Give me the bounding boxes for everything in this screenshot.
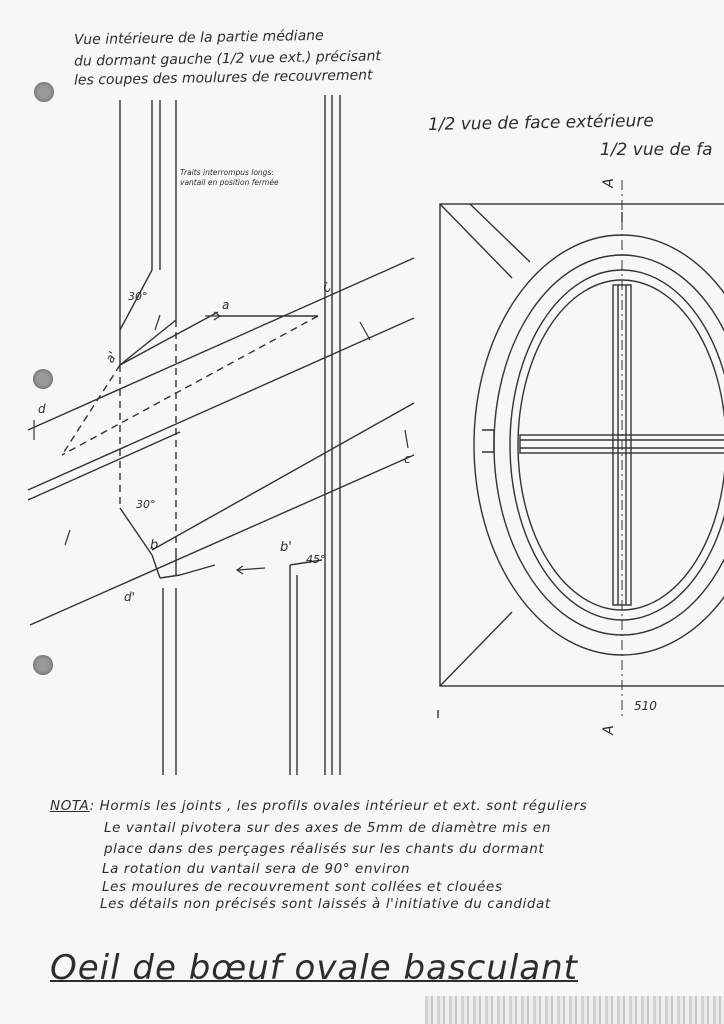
point-label-a: a (222, 298, 230, 312)
view-label-partial: 1/2 vue de fa (600, 140, 713, 160)
nota-line-3: place dans des perçages réalisés sur les chants du dormant (104, 841, 545, 857)
nota-line-4: La rotation du vantail sera de 90° environ (102, 861, 411, 877)
header-line-3: les coupes des moulures de recouvrement (73, 67, 373, 89)
view-label-exterior: 1/2 vue de face extérieure (427, 111, 654, 135)
nota-line-1 (50, 798, 587, 814)
point-label-c-prime: c' (318, 279, 336, 295)
point-label-c: c (404, 452, 411, 466)
section-label-bottom: A (600, 725, 617, 735)
header-line-2: du dormant gauche (1/2 vue ext.) précisant (73, 48, 382, 70)
section-label-top: A (600, 178, 617, 188)
point-label-a-prime: a' (102, 348, 121, 366)
point-label-d: d (38, 402, 46, 416)
nota-label: NOTA (50, 798, 90, 814)
title-text: Oeil de bœuf ovale basculant (50, 948, 579, 988)
scan-noise-strip (425, 996, 724, 1024)
point-label-b: b (150, 538, 159, 553)
nota-line-2: Le vantail pivotera sur des axes de 5mm de diamètre mis en (104, 820, 551, 836)
nota-line-6: Les détails non précisés sont laissés à l'initiative du candidat (100, 896, 551, 912)
angle-label-mid: 30° (136, 498, 156, 511)
dashed-note-line-1: Traits interrompus longs: (180, 168, 274, 177)
dashed-note-line-2: vantail en position fermée (180, 178, 279, 187)
header-line-1: Vue intérieure de la partie médiane (73, 27, 324, 49)
point-label-b-prime: b' (280, 540, 292, 555)
direction-arrows (34, 312, 408, 574)
sash-diagonal-lines (28, 258, 414, 625)
nota-text-1: : Hormis les joints , les profils ovales intérieur et ext. sont réguliers (89, 798, 588, 814)
drawing-title (50, 948, 578, 988)
dimension-label: 510 (634, 699, 657, 713)
nota-line-5: Les moulures de recouvrement sont collées et clouées (102, 879, 503, 895)
angle-label-right: 45° (306, 553, 326, 566)
angle-label-top: 30° (128, 290, 148, 303)
front-view-frame (440, 180, 724, 720)
point-label-d-prime: d' (124, 590, 135, 604)
oval-window (474, 235, 724, 655)
